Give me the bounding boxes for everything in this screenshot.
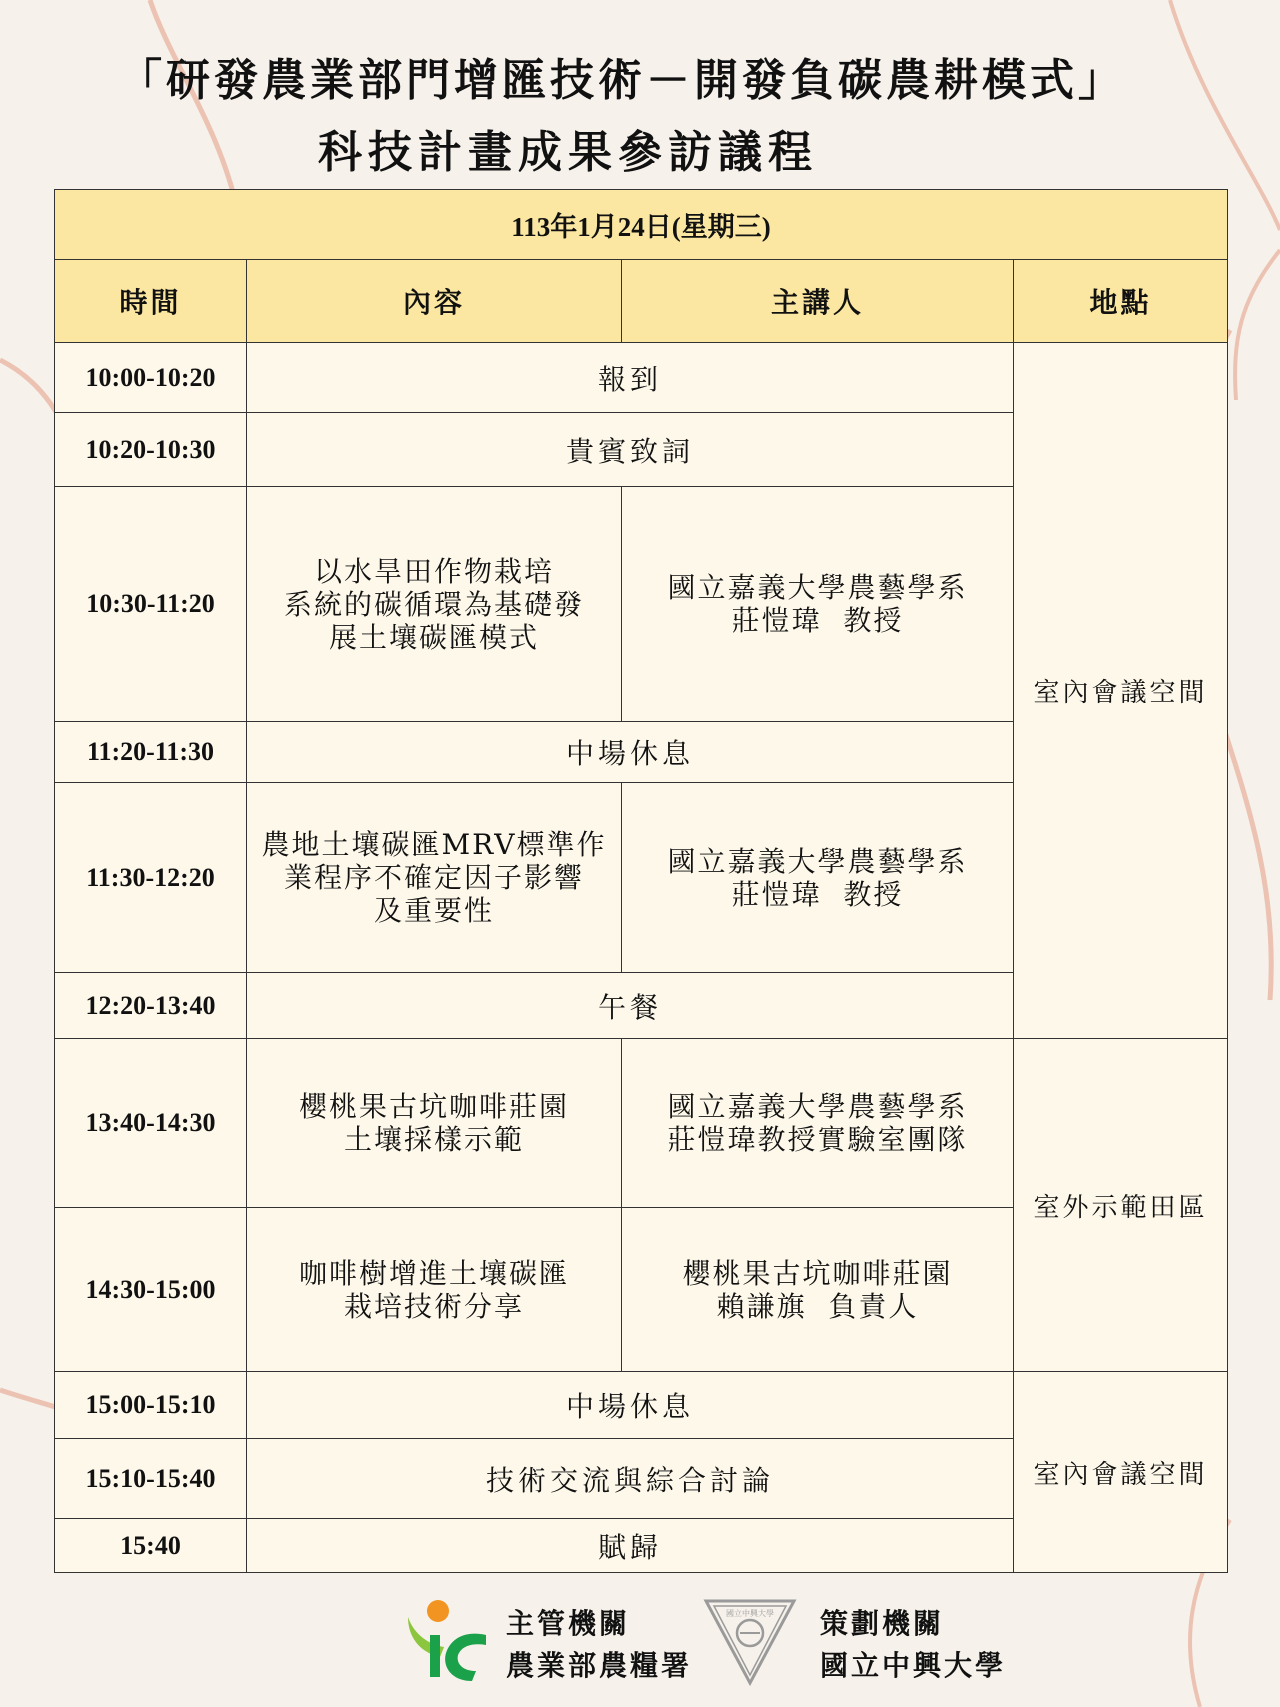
topic-line: 系統的碳循環為基礎發 xyxy=(283,587,584,621)
planning-agency xyxy=(820,1603,1006,1687)
org2-role: 策劃機關 xyxy=(820,1607,945,1640)
header-content: 內容 xyxy=(247,260,622,343)
speaker-line: 賴謙旗 負責人 xyxy=(716,1289,919,1323)
table-row xyxy=(55,1039,1228,1208)
topic-line: 櫻桃果古坑咖啡莊園 xyxy=(298,1090,569,1123)
topic-line: 咖啡樹增進土壤碳匯 xyxy=(298,1256,569,1290)
time-cell: 13:40-14:30 xyxy=(55,1039,247,1208)
agenda-item: 技術交流與綜合討論 xyxy=(247,1439,1014,1519)
title-line-2: 科技計畫成果參訪議程 xyxy=(318,127,818,178)
speaker-cell xyxy=(622,1208,1014,1372)
speaker-line: 國立嘉義大學農藝學系 xyxy=(667,1090,968,1123)
topic-line: 展土壤碳匯模式 xyxy=(328,620,539,654)
time-cell: 15:00-15:10 xyxy=(55,1372,247,1439)
time-cell: 10:20-10:30 xyxy=(55,413,247,487)
header-place: 地點 xyxy=(1014,260,1228,343)
topic-line: 業程序不確定因子影響 xyxy=(283,861,584,894)
speaker-line: 國立嘉義大學農藝學系 xyxy=(667,571,968,604)
speaker-line: 國立嘉義大學農藝學系 xyxy=(667,844,968,878)
date-row xyxy=(55,190,1228,260)
speaker-line: 莊愷瑋教授實驗室團隊 xyxy=(667,1123,968,1156)
topic-cell xyxy=(247,487,622,722)
topic-cell xyxy=(247,1039,622,1208)
time-cell: 15:40 xyxy=(55,1519,247,1573)
place-indoor-1: 室內會議空間 xyxy=(1014,343,1228,1039)
title-line-1: 「研發農業部門增匯技術－開發負碳農耕模式」 xyxy=(118,55,1126,106)
org1-role: 主管機關 xyxy=(506,1607,631,1640)
date-header: 113年1月24日(星期三) xyxy=(55,190,1228,260)
time-cell: 11:20-11:30 xyxy=(55,722,247,783)
footer xyxy=(0,1595,1280,1695)
place-indoor-2: 室內會議空間 xyxy=(1014,1372,1228,1573)
speaker-line: 莊愷瑋 教授 xyxy=(731,877,904,911)
agenda-item: 貴賓致詞 xyxy=(247,413,1014,487)
time-cell: 10:00-10:20 xyxy=(55,343,247,413)
agenda-item: 午餐 xyxy=(247,973,1014,1039)
header-speaker: 主講人 xyxy=(622,260,1014,343)
topic-cell xyxy=(247,1208,622,1372)
speaker-line: 莊愷瑋 教授 xyxy=(731,604,904,637)
time-cell: 11:30-12:20 xyxy=(55,783,247,973)
agenda-item: 賦歸 xyxy=(247,1519,1014,1573)
speaker-line: 櫻桃果古坑咖啡莊園 xyxy=(682,1256,953,1290)
agenda-item: 中場休息 xyxy=(247,1372,1014,1439)
time-cell: 12:20-13:40 xyxy=(55,973,247,1039)
speaker-cell xyxy=(622,783,1014,973)
topic-line: 農地土壤碳匯MRV標準作 xyxy=(261,828,607,861)
nchu-seal-icon xyxy=(700,1597,800,1687)
topic-line: 以水旱田作物栽培 xyxy=(313,554,554,588)
topic-cell xyxy=(247,783,622,973)
seal-text: 國立中興大學 xyxy=(726,1609,774,1618)
supervising-agency xyxy=(506,1603,692,1687)
topic-line: 及重要性 xyxy=(373,894,494,927)
place-outdoor: 室外示範田區 xyxy=(1014,1039,1228,1372)
topic-line: 栽培技術分享 xyxy=(343,1289,524,1323)
agenda-item: 中場休息 xyxy=(247,722,1014,783)
time-cell: 14:30-15:00 xyxy=(55,1208,247,1372)
topic-line: 土壤採樣示範 xyxy=(343,1123,524,1156)
table-row xyxy=(55,343,1228,413)
org1-name: 農業部農糧署 xyxy=(506,1649,693,1682)
agenda-table xyxy=(54,189,1228,1573)
speaker-cell xyxy=(622,1039,1014,1208)
afa-logo-icon xyxy=(400,1595,490,1685)
speaker-cell xyxy=(622,487,1014,722)
agenda-item: 報到 xyxy=(247,343,1014,413)
column-header-row xyxy=(55,260,1228,343)
org2-name: 國立中興大學 xyxy=(820,1649,1007,1682)
table-row xyxy=(55,1372,1228,1439)
header-time: 時間 xyxy=(55,260,247,343)
time-cell: 15:10-15:40 xyxy=(55,1439,247,1519)
time-cell: 10:30-11:20 xyxy=(55,487,247,722)
